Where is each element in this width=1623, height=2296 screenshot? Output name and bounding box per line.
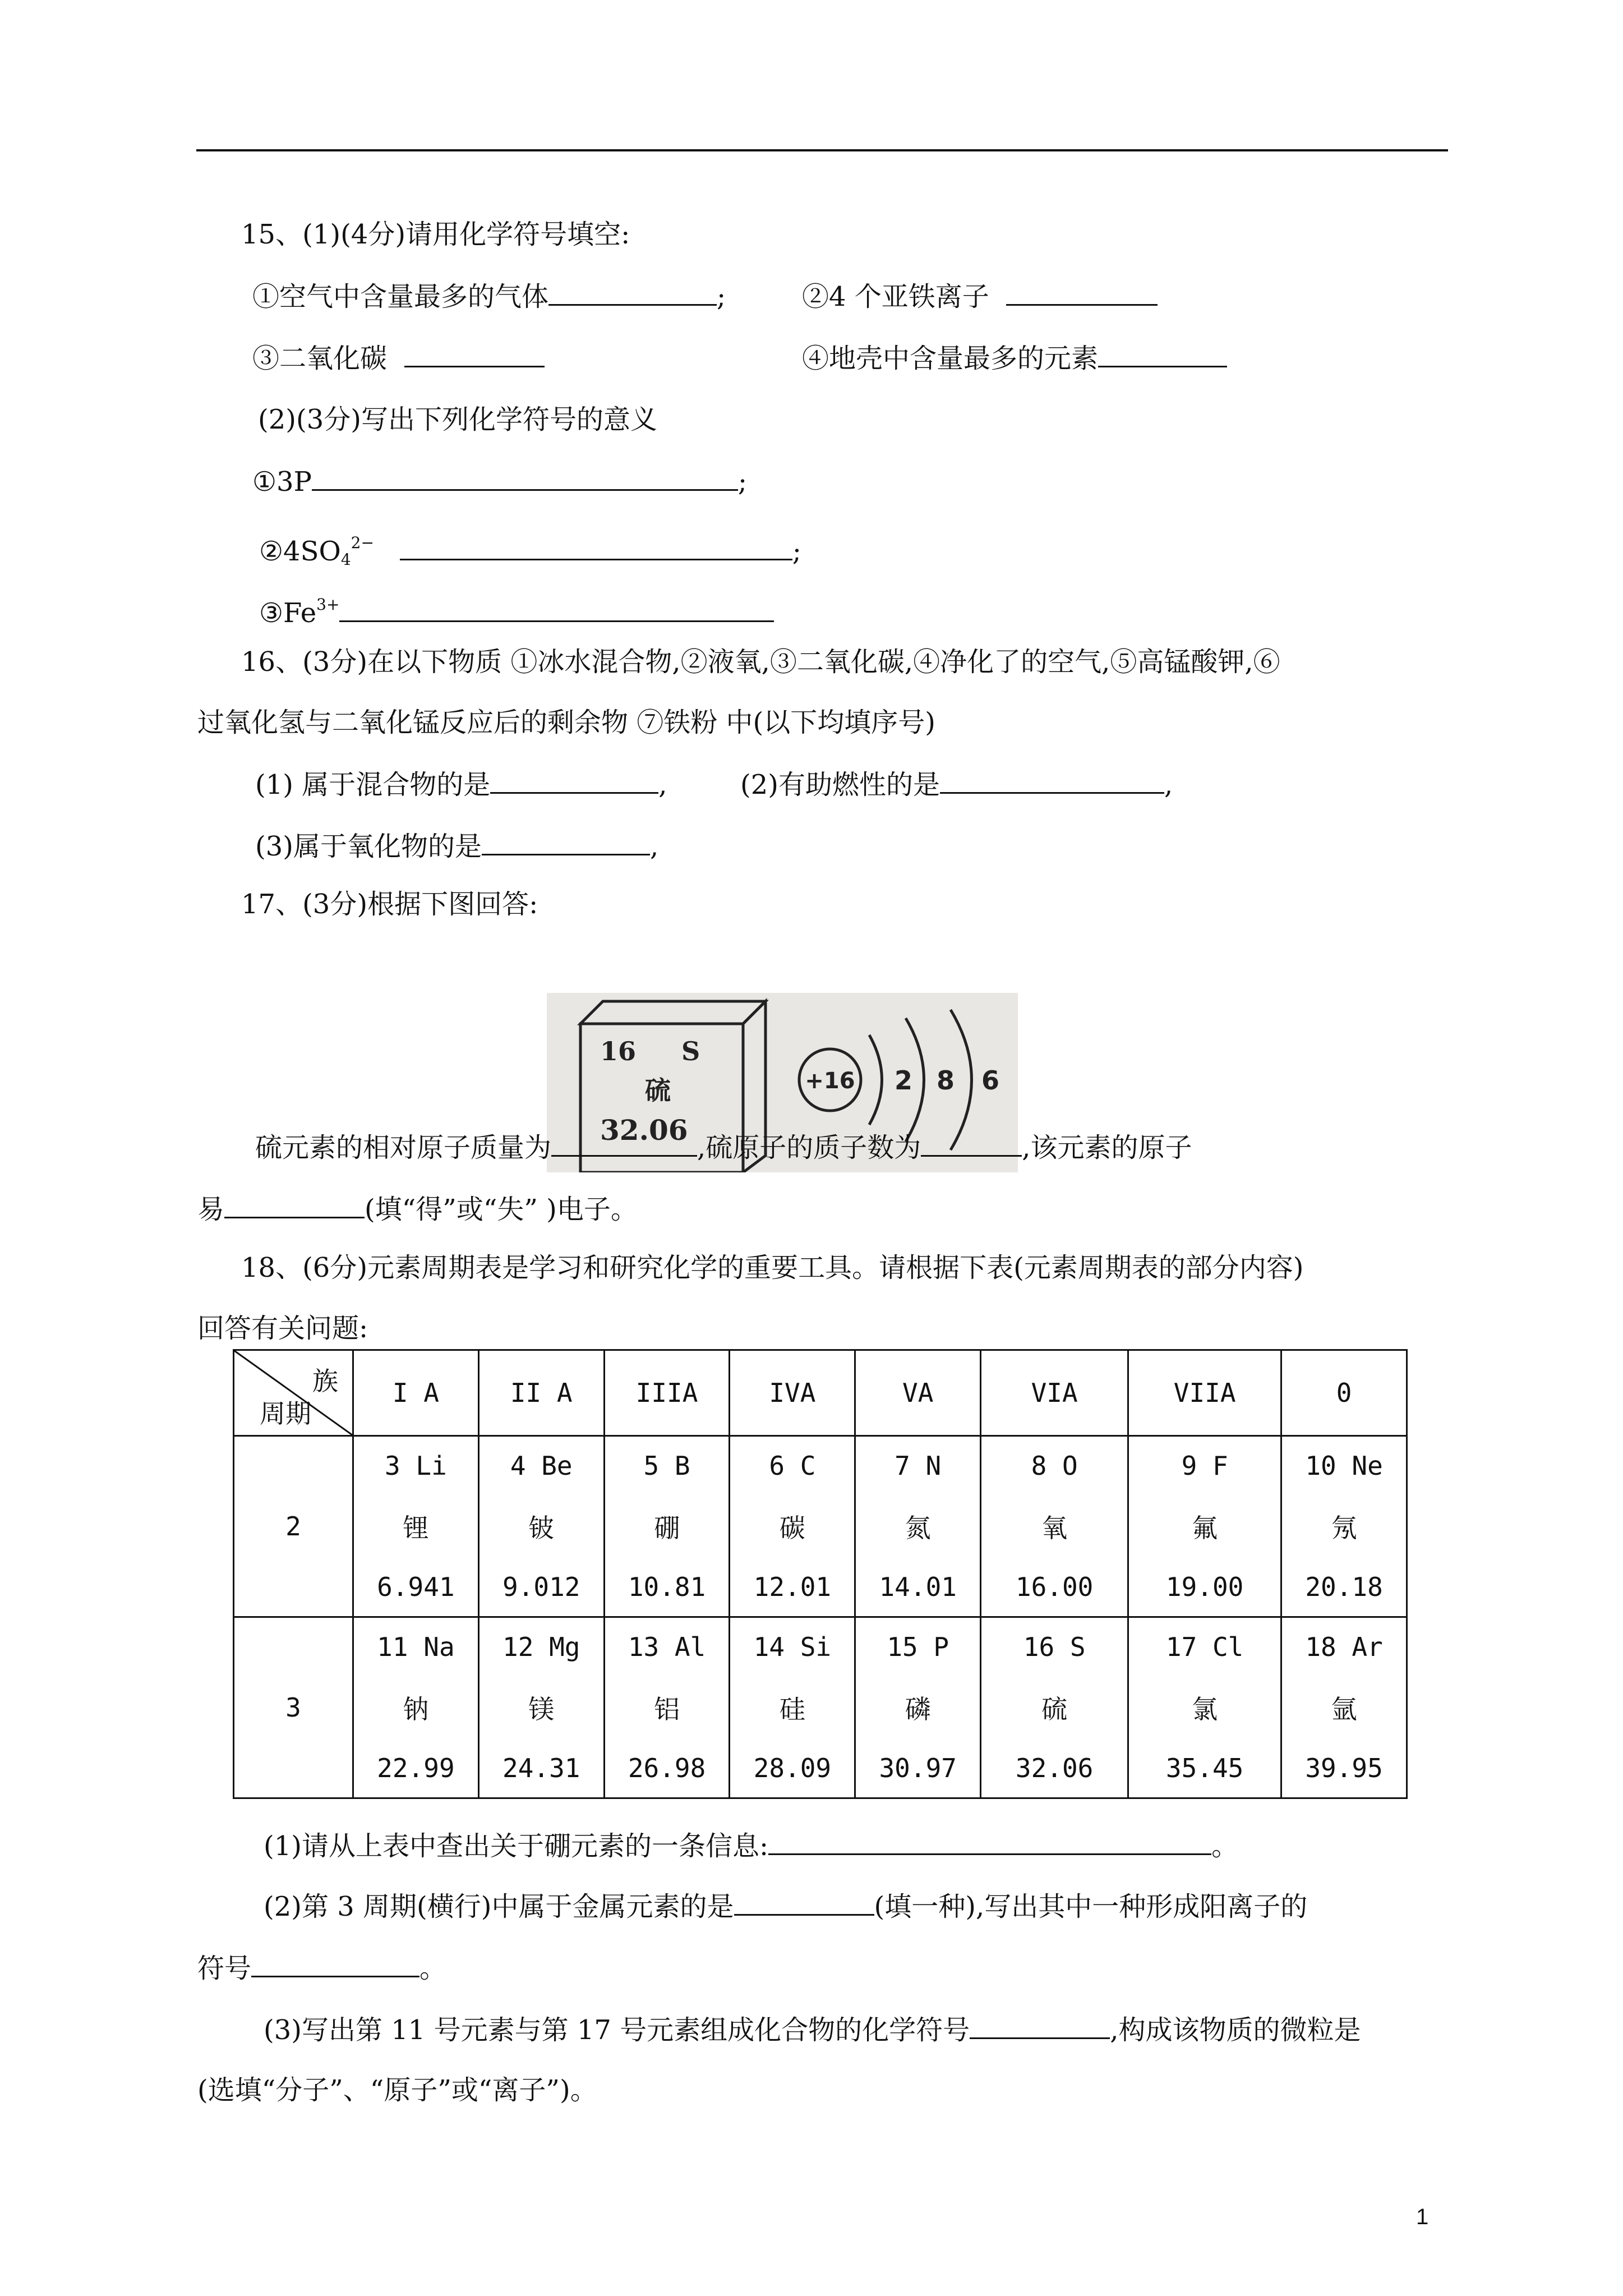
nucleus-charge: +16: [805, 1068, 855, 1094]
element-mass: 28.09: [753, 1753, 832, 1783]
answer-blank[interactable]: [224, 1192, 365, 1218]
element-cell: [730, 1617, 855, 1798]
element-number-symbol: 8 O: [1031, 1451, 1078, 1481]
answer-blank[interactable]: [400, 534, 792, 560]
shell-electrons-1: 2: [895, 1065, 913, 1096]
answer-blank[interactable]: [734, 1889, 874, 1916]
element-mass: 6.941: [377, 1572, 455, 1602]
element-name: 硅: [779, 1694, 805, 1724]
element-number-symbol: 9 F: [1181, 1451, 1228, 1481]
answer-blank[interactable]: [251, 1951, 419, 1977]
subscript: 4: [340, 550, 351, 569]
q17-text2b: (填“得”或“失” )电子。: [365, 1194, 638, 1225]
answer-blank[interactable]: [940, 767, 1164, 794]
element-mass: 9.012: [502, 1572, 580, 1602]
q17-text2: [197, 1192, 638, 1226]
element-cell: [730, 1436, 855, 1617]
element-cell: [353, 1436, 479, 1617]
shell-electrons-2: 8: [937, 1065, 955, 1096]
q15-part2: (2)(3分)写出下列化学符号的意义: [258, 404, 657, 435]
answer-blank[interactable]: [404, 341, 545, 367]
element-number-symbol: 12 Mg: [502, 1632, 580, 1662]
symbol-text: ①3P: [252, 466, 312, 498]
q15-symbol3: [259, 588, 774, 630]
q17-text1b: ,硫原子的质子数为: [697, 1132, 921, 1163]
header-rule: [196, 149, 1448, 151]
period-label: 2: [234, 1436, 353, 1617]
q15-item2-text: ②4 个亚铁离子: [802, 281, 989, 312]
q17-text1c: ,该元素的原子: [1022, 1132, 1192, 1163]
superscript: 3+: [316, 595, 340, 614]
q16-a1-text: (1) 属于混合物的是: [255, 769, 491, 800]
q18-p3a: (3)写出第 11 号元素与第 17 号元素组成化合物的化学符号: [264, 2014, 970, 2046]
q18-p3b: ,构成该物质的微粒是: [1110, 2014, 1361, 2046]
corner-cell: [234, 1350, 353, 1436]
group-header: 0: [1281, 1350, 1407, 1436]
page-number: 1: [1416, 2205, 1429, 2229]
element-name: 铍: [528, 1513, 555, 1543]
answer-blank[interactable]: [970, 2013, 1110, 2039]
element-name: 氩: [1331, 1694, 1357, 1724]
superscript: 2−: [351, 533, 374, 552]
answer-blank[interactable]: [339, 596, 774, 622]
answer-blank[interactable]: [482, 829, 650, 855]
element-mass: 32.06: [1015, 1753, 1094, 1783]
answer-blank[interactable]: [768, 1829, 1211, 1855]
q16-a2: [740, 767, 1173, 802]
symbol-text: ③Fe: [259, 597, 317, 629]
q18-p1: [264, 1829, 1238, 1863]
element-mass: 10.81: [628, 1572, 706, 1602]
element-cell: [981, 1617, 1128, 1798]
q18-p3-cont: (选填“分子”、“原子”或“离子”)。: [197, 2074, 597, 2106]
element-mass: 22.99: [377, 1753, 455, 1783]
element-name: 氟: [1192, 1513, 1218, 1543]
q15-title: 15、(1)(4分)请用化学符号填空:: [241, 219, 630, 250]
q15-item4: [802, 341, 1227, 375]
corner-period-label: 周期: [260, 1398, 311, 1429]
element-cell: [604, 1436, 730, 1617]
period-row: [234, 1617, 1407, 1798]
q17-text2a: 易: [197, 1194, 225, 1225]
element-cell: [478, 1617, 604, 1798]
answer-blank[interactable]: [548, 279, 717, 306]
element-number-symbol: 3 Li: [385, 1451, 447, 1481]
punct: ,: [658, 769, 667, 800]
punct: 。: [1211, 1830, 1239, 1862]
element-name: 铝: [654, 1694, 680, 1724]
element-cell: [1128, 1436, 1281, 1617]
table-header-row: [234, 1350, 1407, 1436]
element-name: 镁: [528, 1694, 555, 1724]
element-number-symbol: 15 P: [887, 1632, 949, 1662]
element-name: 氯: [1192, 1694, 1218, 1724]
element-number-symbol: 6 C: [769, 1451, 816, 1481]
q18-p2: [264, 1889, 1307, 1924]
element-cell: [1128, 1617, 1281, 1798]
element-name: 硫: [645, 1075, 671, 1106]
group-header: IIIA: [604, 1350, 730, 1436]
element-number-symbol: 18 Ar: [1305, 1632, 1383, 1662]
element-name: 氖: [1331, 1513, 1357, 1543]
element-number-symbol: 10 Ne: [1305, 1451, 1383, 1481]
group-header: VIIA: [1128, 1350, 1281, 1436]
element-number-symbol: 13 Al: [628, 1632, 706, 1662]
answer-blank[interactable]: [1098, 341, 1227, 367]
q18-line2: 回答有关问题:: [197, 1313, 368, 1344]
punct: ;: [792, 536, 801, 567]
q18-p2-cont: [197, 1951, 446, 1985]
answer-blank[interactable]: [1006, 279, 1158, 306]
punct: ;: [717, 281, 726, 312]
element-cell: [1281, 1436, 1407, 1617]
q17-text1: [255, 1130, 1192, 1165]
q17-title: 17、(3分)根据下图回答:: [241, 889, 538, 920]
punct: ,: [650, 831, 659, 862]
period-label: 3: [234, 1617, 353, 1798]
q15-item3-text: ③二氧化碳: [252, 343, 388, 374]
group-header: VA: [855, 1350, 981, 1436]
element-mass: 24.31: [502, 1753, 580, 1783]
q15-item1-text: ①空气中含量最多的气体: [252, 281, 549, 312]
element-name: 硼: [654, 1513, 680, 1543]
element-mass: 12.01: [753, 1572, 832, 1602]
q16-a3: [255, 829, 658, 863]
q16-a2-text: (2)有助燃性的是: [740, 769, 940, 800]
element-name: 氧: [1041, 1513, 1068, 1543]
q18-p2c: 符号: [197, 1953, 252, 1984]
q18-line1: 18、(6分)元素周期表是学习和研究化学的重要工具。请根据下表(元素周期表的部分内容): [241, 1252, 1304, 1283]
element-name: 钠: [403, 1694, 429, 1724]
punct: ,: [1164, 769, 1173, 800]
corner-group-label: 族: [312, 1366, 338, 1396]
element-name: 氮: [905, 1513, 931, 1543]
element-mass: 20.18: [1305, 1572, 1383, 1602]
answer-blank[interactable]: [312, 464, 738, 491]
element-mass: 19.00: [1165, 1572, 1244, 1602]
element-cell: [981, 1436, 1128, 1617]
q16-a1: [255, 767, 667, 802]
element-symbol: S: [681, 1036, 700, 1066]
q15-item2: [802, 279, 1158, 314]
element-cell: [353, 1617, 479, 1798]
q15-symbol1: [252, 464, 747, 499]
element-mass: 30.97: [879, 1753, 957, 1783]
group-header: IVA: [730, 1350, 855, 1436]
element-number-symbol: 17 Cl: [1165, 1632, 1244, 1662]
q16-a3-text: (3)属于氧化物的是: [255, 831, 482, 862]
element-cell: [855, 1617, 981, 1798]
period-row: [234, 1436, 1407, 1617]
element-cell: [604, 1617, 730, 1798]
element-cell: [1281, 1617, 1407, 1798]
element-cell: [855, 1436, 981, 1617]
element-cell: [478, 1436, 604, 1617]
q18-p2b: (填一种),写出其中一种形成阳离子的: [874, 1891, 1308, 1922]
shell-electrons-3: 6: [981, 1065, 1000, 1096]
element-mass: 39.95: [1305, 1753, 1383, 1783]
answer-blank[interactable]: [921, 1130, 1022, 1157]
punct: ;: [737, 466, 748, 498]
element-number-symbol: 14 Si: [753, 1632, 832, 1662]
q17-text1a: 硫元素的相对原子质量为: [255, 1132, 552, 1163]
element-mass: 32.06: [600, 1114, 688, 1147]
element-name: 磷: [905, 1694, 931, 1724]
element-number-symbol: 4 Be: [510, 1451, 573, 1481]
element-number-symbol: 7 N: [895, 1451, 942, 1481]
group-header: I A: [353, 1350, 479, 1436]
q15-symbol2: [259, 526, 801, 577]
element-number-symbol: 16 S: [1023, 1632, 1086, 1662]
element-number: 16: [600, 1036, 637, 1066]
group-header: II A: [478, 1350, 604, 1436]
element-mass: 16.00: [1015, 1572, 1094, 1602]
element-mass: 14.01: [879, 1572, 957, 1602]
q18-p2a: (2)第 3 周期(横行)中属于金属元素的是: [264, 1891, 734, 1922]
element-number-symbol: 11 Na: [377, 1632, 455, 1662]
element-mass: 35.45: [1165, 1753, 1244, 1783]
q15-item3: [252, 341, 545, 375]
element-number-symbol: 5 B: [643, 1451, 690, 1481]
q16-line2: 过氧化氢与二氧化锰反应后的剩余物 ⑦铁粉 中(以下均填序号): [197, 707, 935, 738]
element-mass: 26.98: [628, 1753, 706, 1783]
answer-blank[interactable]: [551, 1130, 697, 1157]
element-name: 锂: [403, 1513, 429, 1543]
shell-arc-1: [869, 1035, 882, 1125]
periodic-table: [233, 1349, 1408, 1799]
punct: 。: [419, 1953, 447, 1984]
q16-line1: 16、(3分)在以下物质 ①冰水混合物,②液氧,③二氧化碳,④净化了的空气,⑤高锰酸钾,⑥: [241, 646, 1280, 678]
answer-blank[interactable]: [490, 767, 658, 794]
q18-p3: [264, 2013, 1361, 2047]
q18-p1-text: (1)请从上表中查出关于硼元素的一条信息:: [264, 1830, 769, 1862]
element-name: 硫: [1041, 1694, 1068, 1724]
group-header: VIA: [981, 1350, 1128, 1436]
cube-top: [580, 1001, 766, 1024]
q15-item4-text: ④地壳中含量最多的元素: [802, 343, 1099, 374]
symbol-text: ②4SO: [259, 536, 341, 567]
element-name: 碳: [779, 1513, 805, 1543]
q15-item1: [252, 279, 726, 314]
